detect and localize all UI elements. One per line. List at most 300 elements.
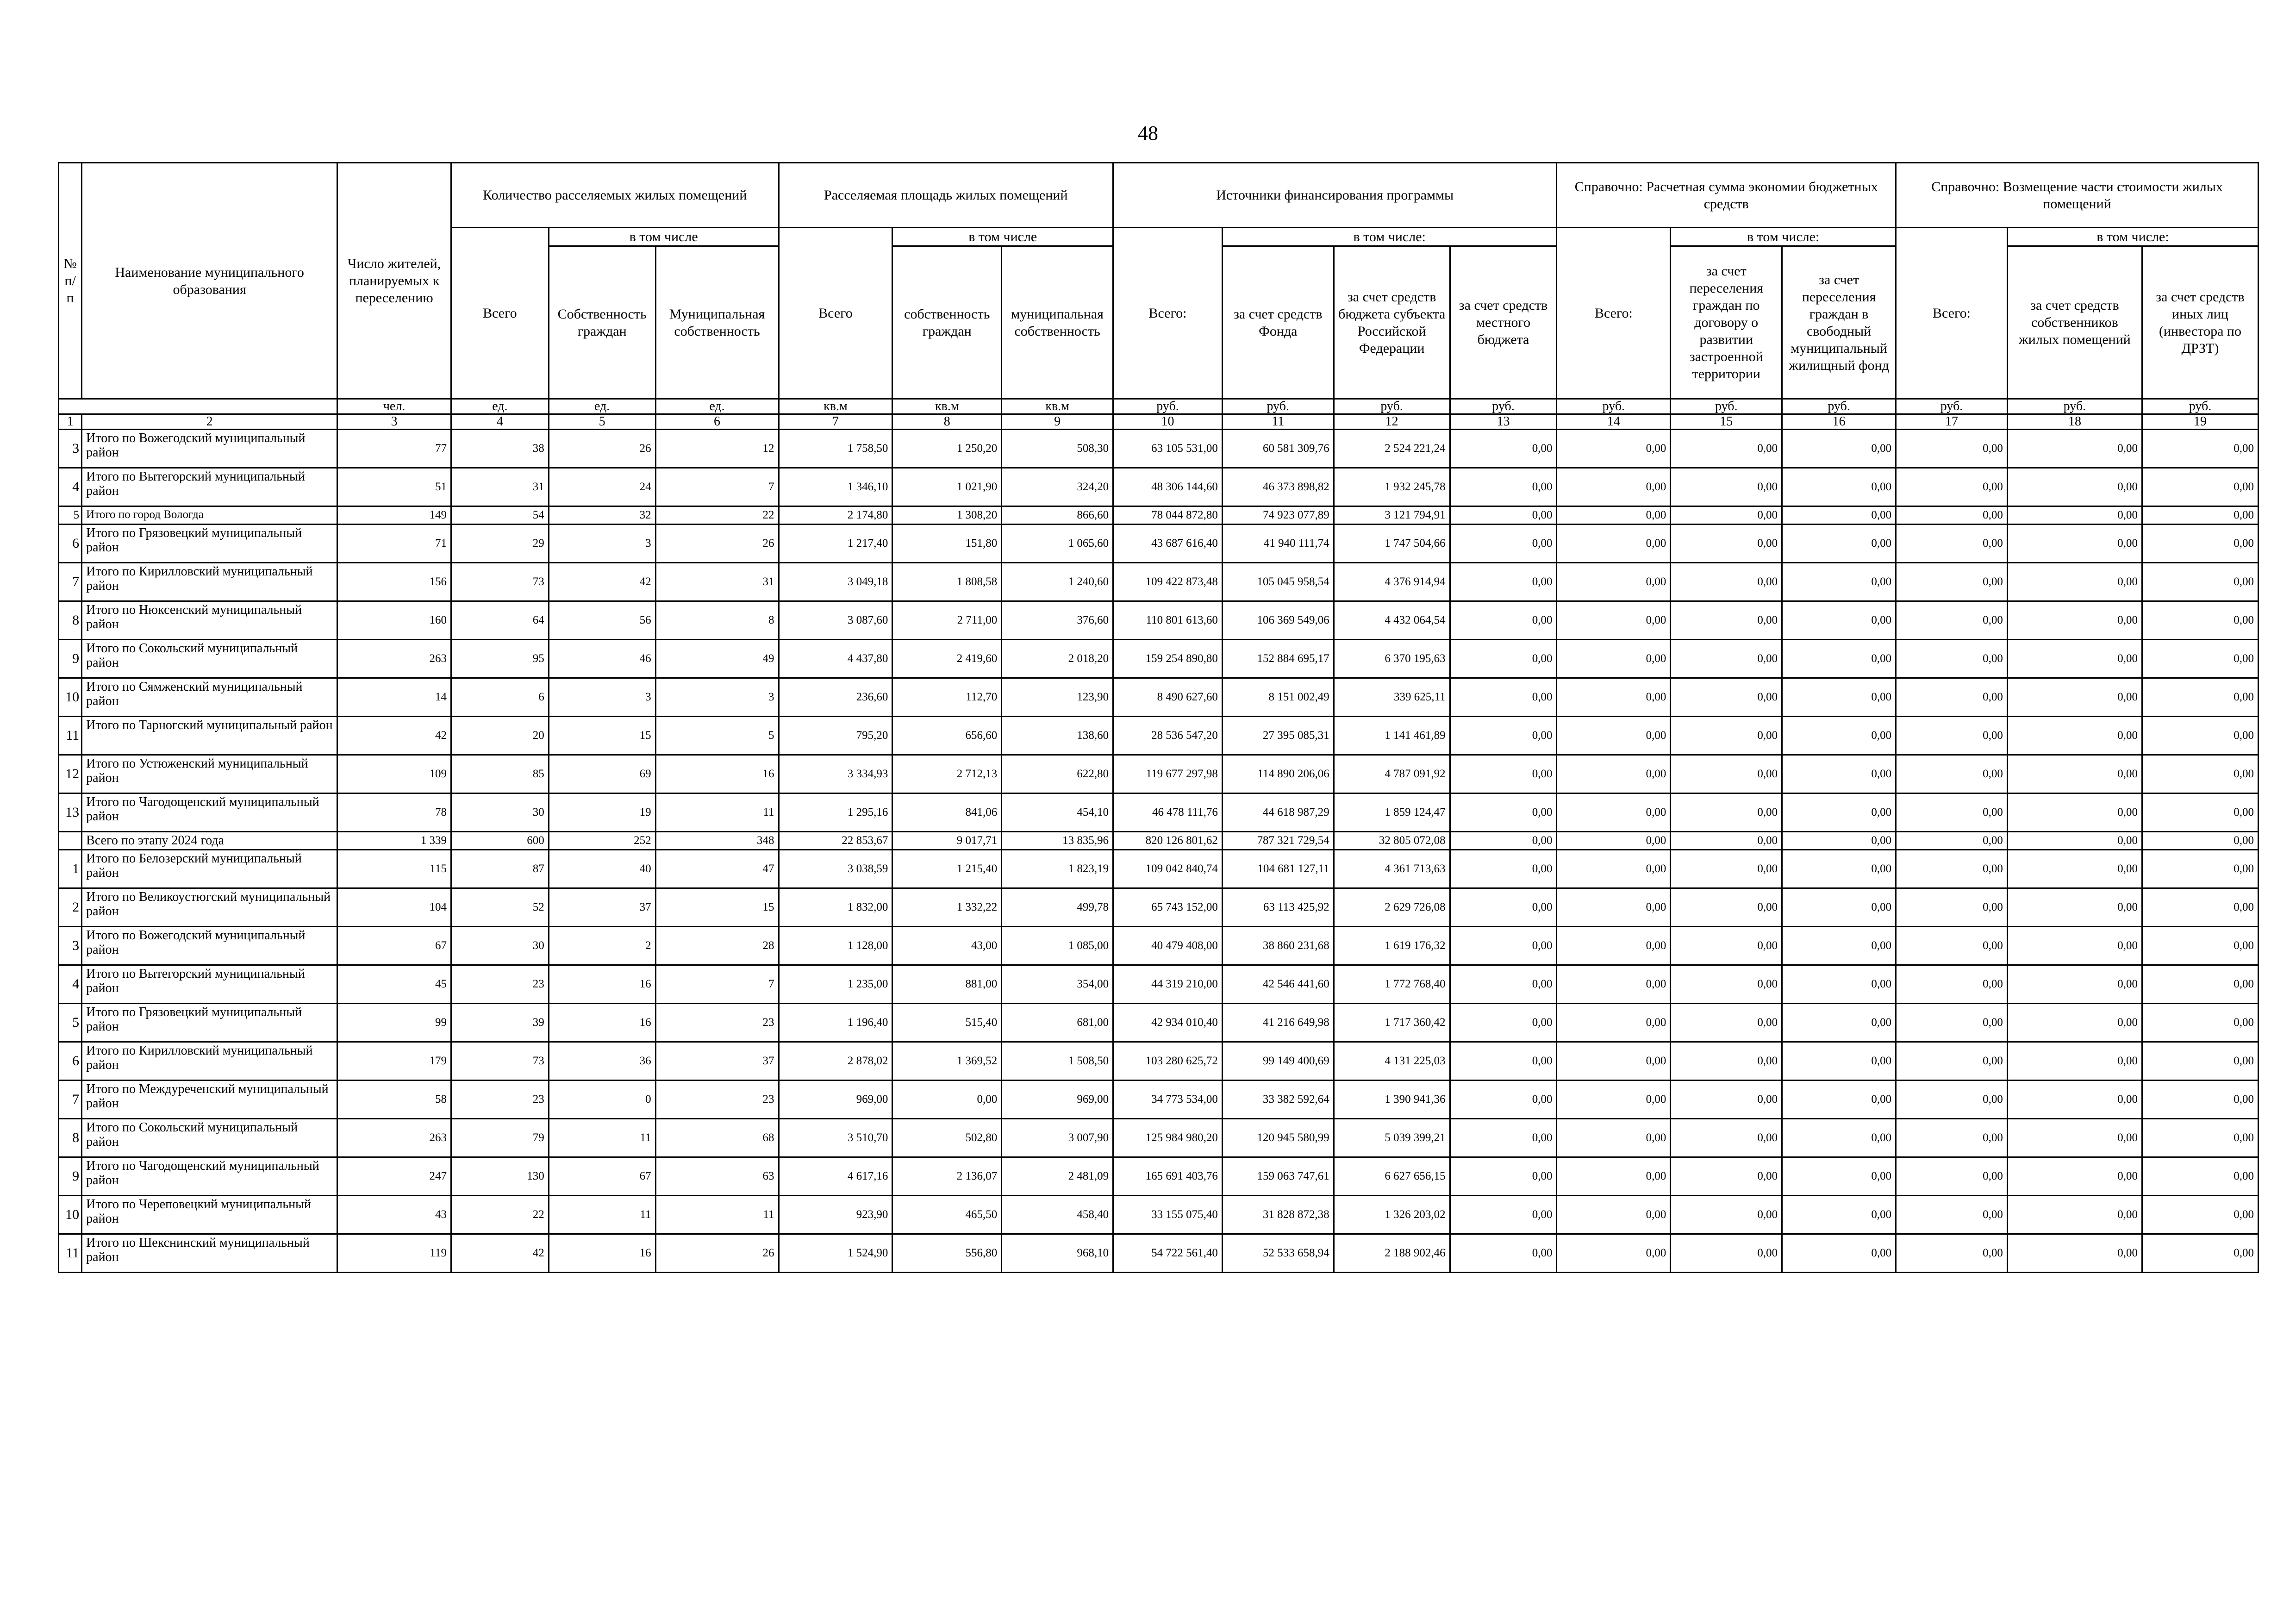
row-value-col-8: 0,00	[892, 1081, 1002, 1119]
row-value-col-11: 52 533 658,94	[1222, 1234, 1334, 1273]
row-value-col-14: 0,00	[1557, 717, 1671, 755]
row-value-col-12: 339 625,11	[1334, 678, 1450, 717]
row-value-col-17: 0,00	[1896, 755, 2008, 793]
row-value-col-10: 125 984 980,20	[1113, 1119, 1223, 1157]
table-row	[59, 755, 2259, 793]
row-value-col-6: 7	[655, 965, 779, 1004]
row-value-col-8: 2 712,13	[892, 755, 1002, 793]
row-value-col-18: 0,00	[2007, 755, 2142, 793]
row-value-col-13: 0,00	[1450, 832, 1557, 850]
row-value-col-4: 6	[451, 678, 549, 717]
row-value-col-15: 0,00	[1671, 1234, 1782, 1273]
row-value-col-5: 16	[549, 1234, 655, 1273]
resettlement-table	[58, 162, 2259, 1273]
row-index: 7	[59, 1081, 82, 1119]
column-number-cell: 6	[655, 414, 779, 430]
row-value-col-7: 1 346,10	[779, 468, 892, 506]
row-municipality-name: Итого по Грязовецкий муниципальный район	[82, 525, 337, 563]
table-row	[59, 601, 2259, 640]
row-value-col-12: 1 859 124,47	[1334, 793, 1450, 832]
header-area-incl: в том числе	[892, 228, 1113, 246]
row-value-col-19: 0,00	[2142, 468, 2258, 506]
row-value-col-12: 1 326 203,02	[1334, 1196, 1450, 1234]
header-rooms-incl: в том числе	[549, 228, 779, 246]
unit-cell: руб.	[1671, 399, 1782, 414]
row-value-col-5: 15	[549, 717, 655, 755]
column-number-cell: 1	[59, 414, 82, 430]
row-value-col-17: 0,00	[1896, 506, 2008, 525]
row-value-col-10: 109 422 873,48	[1113, 563, 1223, 601]
row-value-col-7: 3 510,70	[779, 1119, 892, 1157]
row-value-col-13: 0,00	[1450, 601, 1557, 640]
row-value-col-9: 1 508,50	[1002, 1042, 1113, 1081]
row-value-col-17: 0,00	[1896, 1004, 2008, 1042]
header-sav-contract: за счет переселения граждан по договору о развитии застроенной территории	[1671, 246, 1782, 399]
row-value-col-5: 42	[549, 563, 655, 601]
row-value-col-12: 4 432 064,54	[1334, 601, 1450, 640]
row-municipality-name: Итого по Чагодощенский муниципальный район	[82, 1157, 337, 1196]
row-value-col-8: 112,70	[892, 678, 1002, 717]
row-value-col-8: 1 369,52	[892, 1042, 1002, 1081]
row-value-col-6: 63	[655, 1157, 779, 1196]
row-value-col-9: 1 085,00	[1002, 927, 1113, 965]
row-municipality-name: Итого по Великоустюгский муниципальный район	[82, 888, 337, 927]
row-value-col-11: 42 546 441,60	[1222, 965, 1334, 1004]
row-value-col-16: 0,00	[1782, 525, 1896, 563]
row-value-col-4: 95	[451, 640, 549, 678]
row-value-col-5: 11	[549, 1196, 655, 1234]
row-municipality-name: Итого по Устюженский муниципальный район	[82, 755, 337, 793]
row-value-col-19: 0,00	[2142, 850, 2258, 888]
header-sav-incl: в том числе:	[1671, 228, 1896, 246]
row-value-col-18: 0,00	[2007, 506, 2142, 525]
table-row	[59, 525, 2259, 563]
row-value-col-5: 46	[549, 640, 655, 678]
row-value-col-11: 787 321 729,54	[1222, 832, 1334, 850]
row-value-col-14: 0,00	[1557, 1157, 1671, 1196]
row-value-col-14: 0,00	[1557, 755, 1671, 793]
row-value-col-13: 0,00	[1450, 525, 1557, 563]
row-value-col-16: 0,00	[1782, 755, 1896, 793]
row-index: 10	[59, 1196, 82, 1234]
row-value-col-13: 0,00	[1450, 717, 1557, 755]
header-rooms-municipal: Муниципальная собственность	[655, 246, 779, 399]
row-value-col-17: 0,00	[1896, 1081, 2008, 1119]
row-value-col-10: 34 773 534,00	[1113, 1081, 1223, 1119]
row-value-col-6: 3	[655, 678, 779, 717]
row-value-col-4: 38	[451, 430, 549, 468]
row-value-col-3: 119	[337, 1234, 451, 1273]
row-value-col-5: 3	[549, 678, 655, 717]
column-number-cell: 17	[1896, 414, 2008, 430]
row-value-col-5: 36	[549, 1042, 655, 1081]
row-municipality-name: Итого по Череповецкий муниципальный район	[82, 1196, 337, 1234]
row-value-col-16: 0,00	[1782, 888, 1896, 927]
row-value-col-14: 0,00	[1557, 888, 1671, 927]
row-value-col-8: 2 419,60	[892, 640, 1002, 678]
row-value-col-10: 28 536 547,20	[1113, 717, 1223, 755]
row-value-col-13: 0,00	[1450, 1042, 1557, 1081]
row-value-col-12: 4 131 225,03	[1334, 1042, 1450, 1081]
row-value-col-8: 2 136,07	[892, 1157, 1002, 1196]
row-value-col-19: 0,00	[2142, 717, 2258, 755]
unit-cell: ед.	[451, 399, 549, 414]
table-row	[59, 468, 2259, 506]
row-value-col-10: 109 042 840,74	[1113, 850, 1223, 888]
table-row	[59, 1004, 2259, 1042]
header-sav-total: Всего:	[1557, 228, 1671, 399]
row-value-col-14: 0,00	[1557, 430, 1671, 468]
row-municipality-name: Итого по Тарногский муниципальный район	[82, 717, 337, 755]
row-value-col-6: 26	[655, 1234, 779, 1273]
unit-cell: чел.	[337, 399, 451, 414]
column-number-cell: 19	[2142, 414, 2258, 430]
row-value-col-13: 0,00	[1450, 563, 1557, 601]
row-value-col-6: 26	[655, 525, 779, 563]
table-row	[59, 1234, 2259, 1273]
table-row	[59, 1042, 2259, 1081]
row-value-col-5: 67	[549, 1157, 655, 1196]
row-index: 4	[59, 965, 82, 1004]
row-value-col-3: 247	[337, 1157, 451, 1196]
row-value-col-3: 67	[337, 927, 451, 965]
row-index: 7	[59, 563, 82, 601]
row-value-col-5: 24	[549, 468, 655, 506]
row-value-col-12: 1 390 941,36	[1334, 1081, 1450, 1119]
row-value-col-9: 454,10	[1002, 793, 1113, 832]
row-value-col-17: 0,00	[1896, 678, 2008, 717]
row-value-col-19: 0,00	[2142, 506, 2258, 525]
row-value-col-13: 0,00	[1450, 1081, 1557, 1119]
row-value-col-9: 354,00	[1002, 965, 1113, 1004]
row-value-col-13: 0,00	[1450, 1196, 1557, 1234]
row-value-col-14: 0,00	[1557, 601, 1671, 640]
unit-cell: руб.	[1222, 399, 1334, 414]
row-index: 11	[59, 1234, 82, 1273]
header-residents: Число жителей, планируемых к переселению	[337, 163, 451, 399]
row-value-col-15: 0,00	[1671, 525, 1782, 563]
row-value-col-15: 0,00	[1671, 755, 1782, 793]
row-value-col-6: 8	[655, 601, 779, 640]
row-value-col-16: 0,00	[1782, 468, 1896, 506]
row-value-col-14: 0,00	[1557, 525, 1671, 563]
row-value-col-16: 0,00	[1782, 1196, 1896, 1234]
row-value-col-11: 46 373 898,82	[1222, 468, 1334, 506]
row-value-col-3: 160	[337, 601, 451, 640]
row-value-col-16: 0,00	[1782, 1081, 1896, 1119]
unit-cell-empty	[59, 399, 337, 414]
row-value-col-14: 0,00	[1557, 1196, 1671, 1234]
header-rooms-total: Всего	[451, 228, 549, 399]
row-value-col-8: 1 250,20	[892, 430, 1002, 468]
row-value-col-6: 11	[655, 793, 779, 832]
column-number-cell: 4	[451, 414, 549, 430]
row-index: 6	[59, 1042, 82, 1081]
row-value-col-15: 0,00	[1671, 1004, 1782, 1042]
header-group-area: Расселяемая площадь жилых помещений	[779, 163, 1113, 228]
unit-cell: кв.м	[892, 399, 1002, 414]
row-value-col-17: 0,00	[1896, 793, 2008, 832]
row-value-col-12: 1 141 461,89	[1334, 717, 1450, 755]
header-number: № п/ п	[59, 163, 82, 399]
row-value-col-10: 42 934 010,40	[1113, 1004, 1223, 1042]
row-value-col-6: 7	[655, 468, 779, 506]
column-number-cell: 8	[892, 414, 1002, 430]
row-value-col-3: 109	[337, 755, 451, 793]
row-value-col-4: 42	[451, 1234, 549, 1273]
row-index: 3	[59, 927, 82, 965]
row-value-col-18: 0,00	[2007, 717, 2142, 755]
row-value-col-17: 0,00	[1896, 563, 2008, 601]
header-area-citizens: собственность граждан	[892, 246, 1002, 399]
row-value-col-18: 0,00	[2007, 1004, 2142, 1042]
row-value-col-17: 0,00	[1896, 430, 2008, 468]
row-value-col-15: 0,00	[1671, 1042, 1782, 1081]
row-municipality-name: Итого по Вожегодский муниципальный район	[82, 430, 337, 468]
row-value-col-13: 0,00	[1450, 793, 1557, 832]
row-value-col-9: 123,90	[1002, 678, 1113, 717]
row-value-col-16: 0,00	[1782, 850, 1896, 888]
header-group-savings: Справочно: Расчетная сумма экономии бюджетных средств	[1557, 163, 1896, 228]
row-value-col-7: 1 128,00	[779, 927, 892, 965]
row-value-col-12: 1 932 245,78	[1334, 468, 1450, 506]
table-row	[59, 563, 2259, 601]
row-value-col-12: 5 039 399,21	[1334, 1119, 1450, 1157]
row-value-col-12: 1 717 360,42	[1334, 1004, 1450, 1042]
row-value-col-16: 0,00	[1782, 717, 1896, 755]
row-value-col-7: 1 524,90	[779, 1234, 892, 1273]
row-value-col-4: 73	[451, 563, 549, 601]
row-value-col-19: 0,00	[2142, 1234, 2258, 1273]
row-value-col-5: 2	[549, 927, 655, 965]
row-value-col-8: 1 332,22	[892, 888, 1002, 927]
row-municipality-name: Итого по Сямженский муниципальный район	[82, 678, 337, 717]
row-value-col-10: 65 743 152,00	[1113, 888, 1223, 927]
row-value-col-9: 681,00	[1002, 1004, 1113, 1042]
row-value-col-11: 105 045 958,54	[1222, 563, 1334, 601]
row-municipality-name: Всего по этапу 2024 года	[82, 832, 337, 850]
header-area-total: Всего	[779, 228, 892, 399]
row-value-col-5: 69	[549, 755, 655, 793]
row-value-col-14: 0,00	[1557, 468, 1671, 506]
row-value-col-5: 56	[549, 601, 655, 640]
row-value-col-14: 0,00	[1557, 640, 1671, 678]
row-index: 13	[59, 793, 82, 832]
row-value-col-3: 51	[337, 468, 451, 506]
table-row	[59, 927, 2259, 965]
row-value-col-12: 6 370 195,63	[1334, 640, 1450, 678]
total-row	[59, 832, 2259, 850]
row-value-col-15: 0,00	[1671, 601, 1782, 640]
row-value-col-15: 0,00	[1671, 1119, 1782, 1157]
row-value-col-8: 1 215,40	[892, 850, 1002, 888]
row-value-col-18: 0,00	[2007, 1196, 2142, 1234]
column-number-cell: 10	[1113, 414, 1223, 430]
row-value-col-19: 0,00	[2142, 832, 2258, 850]
row-value-col-18: 0,00	[2007, 1119, 2142, 1157]
row-value-col-18: 0,00	[2007, 850, 2142, 888]
row-value-col-11: 152 884 695,17	[1222, 640, 1334, 678]
row-value-col-6: 23	[655, 1004, 779, 1042]
row-value-col-17: 0,00	[1896, 832, 2008, 850]
row-value-col-15: 0,00	[1671, 1081, 1782, 1119]
column-number-cell: 13	[1450, 414, 1557, 430]
row-value-col-6: 22	[655, 506, 779, 525]
row-value-col-9: 969,00	[1002, 1081, 1113, 1119]
row-value-col-9: 968,10	[1002, 1234, 1113, 1273]
row-value-col-15: 0,00	[1671, 506, 1782, 525]
row-value-col-7: 3 049,18	[779, 563, 892, 601]
row-value-col-4: 31	[451, 468, 549, 506]
row-value-col-8: 1 021,90	[892, 468, 1002, 506]
row-value-col-5: 37	[549, 888, 655, 927]
row-value-col-8: 881,00	[892, 965, 1002, 1004]
column-number-cell: 15	[1671, 414, 1782, 430]
row-value-col-17: 0,00	[1896, 850, 2008, 888]
row-value-col-15: 0,00	[1671, 965, 1782, 1004]
row-municipality-name: Итого по Сокольский муниципальный район	[82, 640, 337, 678]
row-value-col-11: 114 890 206,06	[1222, 755, 1334, 793]
row-index: 9	[59, 640, 82, 678]
row-value-col-6: 47	[655, 850, 779, 888]
row-value-col-9: 138,60	[1002, 717, 1113, 755]
row-value-col-5: 26	[549, 430, 655, 468]
row-index: 5	[59, 506, 82, 525]
row-value-col-9: 324,20	[1002, 468, 1113, 506]
row-value-col-10: 103 280 625,72	[1113, 1042, 1223, 1081]
row-municipality-name: Итого по Междуреченский муниципальный район	[82, 1081, 337, 1119]
row-value-col-17: 0,00	[1896, 888, 2008, 927]
row-value-col-18: 0,00	[2007, 927, 2142, 965]
row-value-col-12: 3 121 794,91	[1334, 506, 1450, 525]
column-number-cell: 9	[1002, 414, 1113, 430]
row-value-col-4: 130	[451, 1157, 549, 1196]
row-value-col-6: 16	[655, 755, 779, 793]
row-value-col-16: 0,00	[1782, 678, 1896, 717]
row-index: 3	[59, 430, 82, 468]
row-value-col-19: 0,00	[2142, 1042, 2258, 1081]
row-value-col-3: 77	[337, 430, 451, 468]
row-index: 10	[59, 678, 82, 717]
row-value-col-5: 0	[549, 1081, 655, 1119]
row-value-col-13: 0,00	[1450, 468, 1557, 506]
table-row	[59, 430, 2259, 468]
unit-cell: руб.	[2007, 399, 2142, 414]
table-row	[59, 640, 2259, 678]
row-value-col-13: 0,00	[1450, 755, 1557, 793]
unit-cell: руб.	[1896, 399, 2008, 414]
row-value-col-5: 32	[549, 506, 655, 525]
row-value-col-8: 502,80	[892, 1119, 1002, 1157]
row-value-col-15: 0,00	[1671, 927, 1782, 965]
row-value-col-16: 0,00	[1782, 793, 1896, 832]
header-fin-local: за счет средств местного бюджета	[1450, 246, 1557, 399]
row-value-col-19: 0,00	[2142, 430, 2258, 468]
row-value-col-5: 19	[549, 793, 655, 832]
row-value-col-4: 22	[451, 1196, 549, 1234]
row-value-col-8: 515,40	[892, 1004, 1002, 1042]
table-row	[59, 1119, 2259, 1157]
row-value-col-12: 6 627 656,15	[1334, 1157, 1450, 1196]
row-value-col-8: 151,80	[892, 525, 1002, 563]
row-value-col-6: 68	[655, 1119, 779, 1157]
row-value-col-3: 58	[337, 1081, 451, 1119]
row-value-col-4: 600	[451, 832, 549, 850]
row-value-col-7: 3 038,59	[779, 850, 892, 888]
row-value-col-14: 0,00	[1557, 1004, 1671, 1042]
row-value-col-8: 556,80	[892, 1234, 1002, 1273]
row-value-col-13: 0,00	[1450, 888, 1557, 927]
table-row	[59, 965, 2259, 1004]
row-value-col-11: 27 395 085,31	[1222, 717, 1334, 755]
row-value-col-10: 33 155 075,40	[1113, 1196, 1223, 1234]
row-value-col-6: 348	[655, 832, 779, 850]
row-municipality-name: Итого по Белозерский муниципальный район	[82, 850, 337, 888]
row-value-col-17: 0,00	[1896, 717, 2008, 755]
row-value-col-19: 0,00	[2142, 793, 2258, 832]
row-value-col-18: 0,00	[2007, 468, 2142, 506]
row-value-col-11: 41 940 111,74	[1222, 525, 1334, 563]
unit-cell: руб.	[1557, 399, 1671, 414]
row-value-col-6: 12	[655, 430, 779, 468]
row-value-col-3: 115	[337, 850, 451, 888]
row-value-col-7: 923,90	[779, 1196, 892, 1234]
row-value-col-10: 820 126 801,62	[1113, 832, 1223, 850]
row-value-col-10: 40 479 408,00	[1113, 927, 1223, 965]
row-value-col-4: 64	[451, 601, 549, 640]
row-value-col-15: 0,00	[1671, 832, 1782, 850]
row-value-col-4: 79	[451, 1119, 549, 1157]
row-value-col-7: 1 832,00	[779, 888, 892, 927]
row-value-col-7: 1 196,40	[779, 1004, 892, 1042]
row-value-col-7: 1 217,40	[779, 525, 892, 563]
row-municipality-name: Итого по Вытегорский муниципальный район	[82, 468, 337, 506]
row-value-col-15: 0,00	[1671, 678, 1782, 717]
row-value-col-7: 2 878,02	[779, 1042, 892, 1081]
row-value-col-4: 30	[451, 927, 549, 965]
row-value-col-17: 0,00	[1896, 1042, 2008, 1081]
row-value-col-3: 149	[337, 506, 451, 525]
row-value-col-3: 156	[337, 563, 451, 601]
row-value-col-13: 0,00	[1450, 1119, 1557, 1157]
row-value-col-3: 263	[337, 640, 451, 678]
row-value-col-15: 0,00	[1671, 468, 1782, 506]
row-value-col-9: 458,40	[1002, 1196, 1113, 1234]
row-value-col-3: 78	[337, 793, 451, 832]
row-value-col-17: 0,00	[1896, 640, 2008, 678]
row-value-col-17: 0,00	[1896, 1157, 2008, 1196]
row-value-col-4: 20	[451, 717, 549, 755]
row-value-col-4: 23	[451, 1081, 549, 1119]
row-value-col-13: 0,00	[1450, 678, 1557, 717]
row-value-col-11: 159 063 747,61	[1222, 1157, 1334, 1196]
row-value-col-7: 969,00	[779, 1081, 892, 1119]
row-value-col-7: 3 087,60	[779, 601, 892, 640]
row-index: 2	[59, 888, 82, 927]
row-municipality-name: Итого по город Вологда	[82, 506, 337, 525]
row-value-col-5: 11	[549, 1119, 655, 1157]
row-value-col-8: 43,00	[892, 927, 1002, 965]
units-row	[59, 399, 2259, 414]
row-value-col-16: 0,00	[1782, 1234, 1896, 1273]
row-value-col-13: 0,00	[1450, 640, 1557, 678]
row-value-col-18: 0,00	[2007, 1234, 2142, 1273]
unit-cell: руб.	[1782, 399, 1896, 414]
row-value-col-12: 2 629 726,08	[1334, 888, 1450, 927]
row-value-col-10: 44 319 210,00	[1113, 965, 1223, 1004]
row-value-col-11: 8 151 002,49	[1222, 678, 1334, 717]
header-sav-free: за счет переселения граждан в свободный муниципальный жилищный фонд	[1782, 246, 1896, 399]
